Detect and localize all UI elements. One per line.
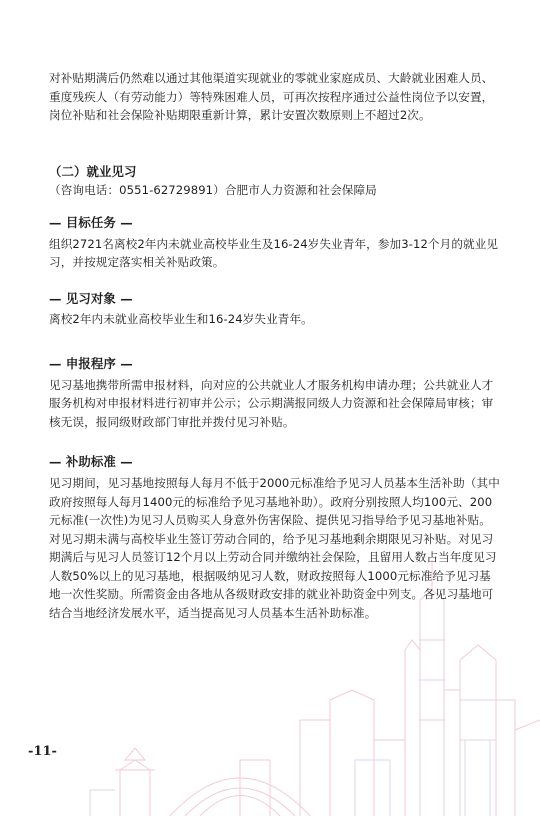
block-application-procedure: [49, 355, 501, 431]
block-text-application-procedure: 见习基地携带所需申报材料，向对应的公共就业人才服务机构申请办理；公共就业人才服务机构对申报材料进行初审并公示；公示期满报同级人力资源和社会保障局审核；审核无误，报同级财政部门审批并拨付见习补贴。: [49, 377, 494, 429]
block-target-task: [49, 214, 501, 272]
block-text-subsidy-standard: 见习期间，见习基地按照每人每月不低于2000元标准给予见习人员基本生活补助（其中政府按照每人每月1400元的标准给予见习基地补助）。政府分别按照人均100元、200元标准(一次性)为见习人员购买人身意外伤害保险、提供见习指导给予见习基地补贴。对见习期未满与高校毕业生签订劳动合同的，给予见习基地剩余期限见习补贴。对见习期满后与见习人员签订12个月以上劳动合同并缴纳社会保险，且留用人数占当年度见习人数50%以上的见习基地，根据吸纳见习人数，财政按照每人1000元标准给予见习基地一次性奖励。所需资金由各地从各级财政安排的就业补助资金中列支。各见习基地可结合当地经济发展水平，适当提高见习人员基本生活补助标准。: [49, 475, 500, 621]
block-title-intern-target: — 见习对象 —: [49, 290, 133, 306]
block-text-target-task: 组织2721名离校2年内未就业高校毕业生及16-24岁失业青年，参加3-12个月的就业见习，并按规定落实相关补贴政策。: [49, 236, 499, 270]
intro-paragraph: 对补贴期满后仍然难以通过其他渠道实现就业的零就业家庭成员、大龄就业困难人员、重度残疾人（有劳动能力）等特殊困难人员，可再次按程序通过公益性岗位予以安置，岗位补贴和社会保险补贴期限重新计算，累计安置次数原则上不超过2次。: [49, 71, 494, 123]
block-title-application-procedure: — 申报程序 —: [49, 355, 133, 371]
block-title-target-task: — 目标任务 —: [49, 214, 133, 230]
block-subsidy-standard: [49, 453, 501, 622]
section-title: （二）就业见习: [49, 163, 137, 179]
page-number: -11-: [28, 744, 57, 759]
block-title-subsidy-standard: — 补助标准 —: [49, 454, 133, 470]
block-intern-target: [49, 290, 501, 329]
section-employment-internship: [49, 163, 501, 200]
document-body: [49, 69, 501, 623]
section-contact: （咨询电话：0551-62729891）合肥市人力资源和社会保障局: [49, 183, 377, 198]
block-text-intern-target: 离校2年内未就业高校毕业生和16-24岁失业青年。: [49, 312, 313, 327]
